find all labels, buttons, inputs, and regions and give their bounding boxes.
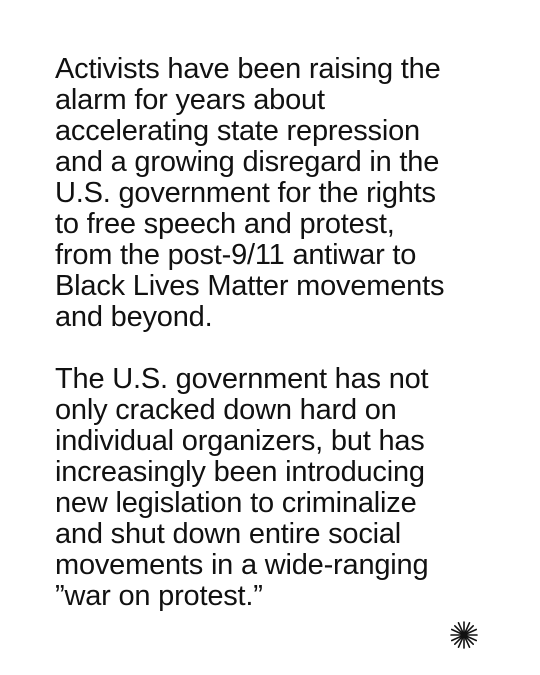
text-line: Activists have been raising the — [55, 53, 441, 85]
asterisk-burst-icon — [449, 620, 479, 650]
text-line: alarm for years about — [55, 84, 325, 116]
text-line: from the post-9/11 antiwar to — [55, 239, 417, 271]
text-line: The U.S. government has not — [55, 363, 429, 395]
paragraph-2 — [55, 364, 495, 612]
text-line: U.S. government for the rights — [55, 177, 436, 209]
text-line: movements in a wide-ranging — [55, 549, 429, 581]
text-line: and a growing disregard in the — [55, 146, 440, 178]
text-line: ”war on protest.” — [55, 580, 263, 612]
paragraph-1 — [55, 54, 495, 333]
body-text — [55, 54, 495, 612]
text-line: increasingly been introducing — [55, 456, 425, 488]
text-line: Black Lives Matter movements — [55, 270, 445, 302]
text-line: individual organizers, but has — [55, 425, 425, 457]
text-line: to free speech and protest, — [55, 208, 395, 240]
text-line: only cracked down hard on — [55, 394, 397, 426]
text-line: and shut down entire social — [55, 518, 402, 550]
text-line: and beyond. — [55, 301, 213, 333]
text-line: new legislation to criminalize — [55, 487, 417, 519]
text-line: accelerating state repression — [55, 115, 420, 147]
